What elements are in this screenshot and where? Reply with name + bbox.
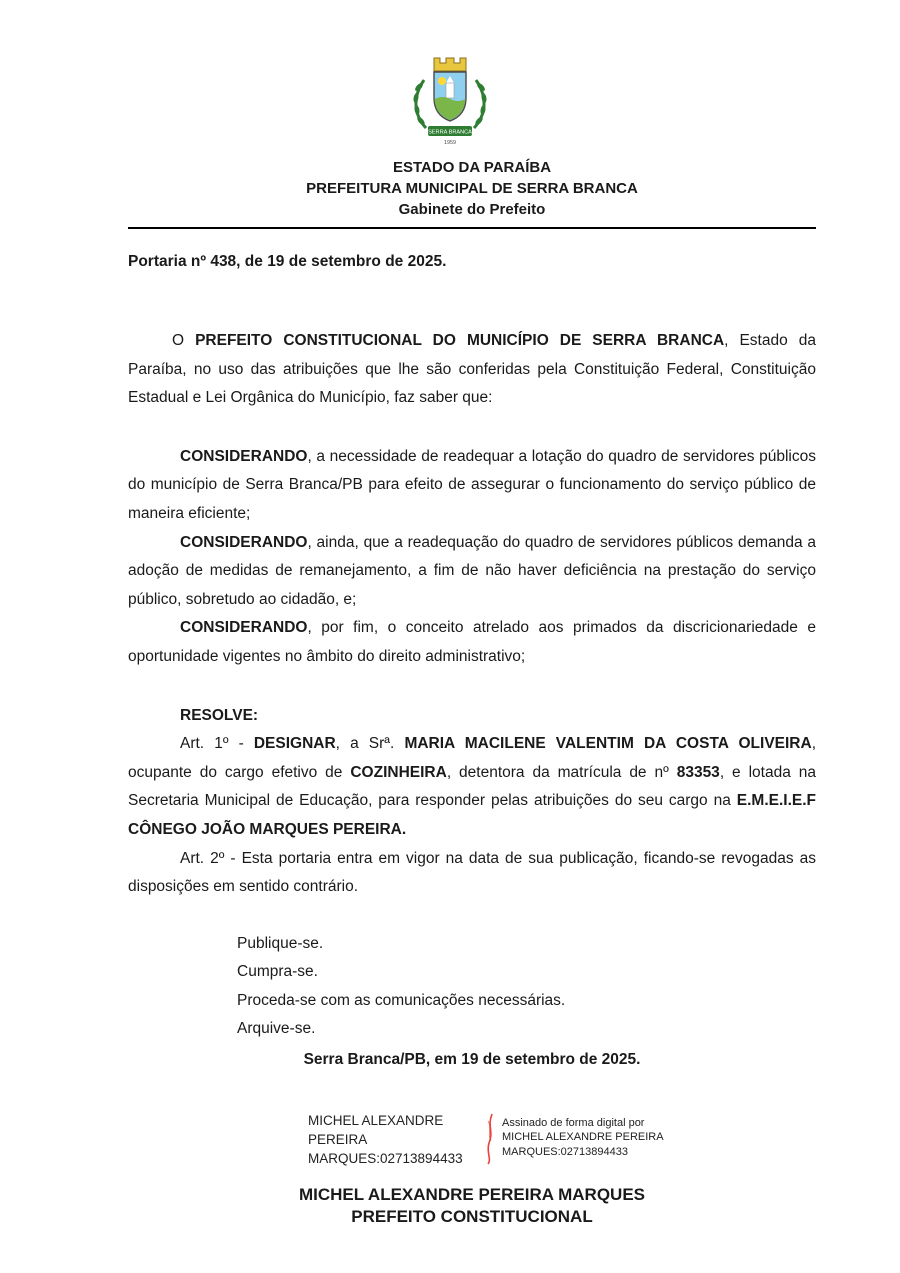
article-1-paragraph (128, 730, 816, 844)
preamble-seg-1: O (172, 332, 196, 349)
considerando-3-paragraph (128, 614, 816, 671)
header-divider (128, 227, 816, 229)
art1-seg-1: Art. 1º - (180, 735, 254, 753)
signature-flourish-icon (480, 1111, 498, 1172)
certificate-line-2: PEREIRA (308, 1131, 368, 1147)
crest-year-text: 1959 (444, 140, 456, 146)
art1-seg-7: , detentora da matrícula de nº (446, 763, 677, 781)
signature-certificate-name (308, 1111, 478, 1168)
preamble-seg-3: , Estado da Paraíba, no uso das atribuições que lhe são conferidas pela Constituição Federal, Constituição Estadual e Lei Orgânica do Município, faz saber que: (128, 332, 816, 407)
closing-line-publique: Publique-se. (237, 934, 324, 952)
art1-seg-4: MARIA MACILENE VALENTIM DA COSTA OLIVEIRA (404, 735, 812, 753)
preamble-paragraph (128, 327, 816, 413)
digital-note-line-1: Assinado de forma digital por (502, 1116, 645, 1129)
art1-seg-2: DESIGNAR (253, 735, 336, 753)
considerando-1-keyword: CONSIDERANDO (180, 447, 308, 465)
closing-line-cumpra: Cumpra-se. (237, 963, 318, 981)
digital-signature-block (308, 1111, 816, 1172)
considerando-1-paragraph (128, 443, 816, 529)
resolve-heading: RESOLVE: (180, 706, 259, 724)
crest-banner-text: SERRA BRANCA (428, 129, 472, 136)
digital-note-line-2: MICHEL ALEXANDRE PEREIRA (502, 1131, 664, 1144)
considerando-2-keyword: CONSIDERANDO (180, 533, 308, 551)
art1-seg-9: , e lotada na Secretaria Municipal de Educação, para responder pelas atribuições do seu cargo na (128, 763, 816, 810)
art1-seg-10: E.M.E.I.E.F CÔNEGO JOÃO MARQUES PEREIRA. (128, 792, 816, 838)
signatory-name: MICHEL ALEXANDRE PEREIRA MARQUES (298, 1184, 645, 1204)
document-content (128, 157, 816, 1228)
preamble-seg-2: PREFEITO CONSTITUCIONAL DO MUNICÍPIO DE SERRA BRANCA (195, 332, 725, 349)
considerando-2-text: , ainda, que a readequação do quadro de servidores públicos demanda a adoção de medidas de remanejamento, a fim de não haver deficiência na prestação do serviço público, sobretudo ao cidadão, e; (128, 533, 816, 608)
place-date-line: Serra Branca/PB, em 19 de setembro de 2025. (303, 1051, 641, 1069)
signature-digital-note (502, 1111, 664, 1160)
digital-note-line-3: MARQUES:02713894433 (502, 1145, 628, 1158)
closing-line-proceda: Proceda-se com as comunicações necessárias. (237, 991, 566, 1009)
article-2-paragraph: Art. 2º - Esta portaria entra em vigor na data de sua publicação, ficando-se revogadas as disposições em sentido contrário. (128, 849, 816, 896)
considerando-2-paragraph (128, 529, 816, 615)
art1-seg-5: , ocupante do cargo efetivo de (128, 735, 816, 781)
considerando-3-text: , por fim, o conceito atrelado aos primados da discricionariedade e oportunidade vigentes no âmbito do direito administrativo; (128, 619, 816, 665)
header-office: Gabinete do Prefeito (398, 201, 546, 218)
header-state: ESTADO DA PARAÍBA (392, 159, 552, 176)
certificate-line-3: MARQUES:02713894433 (308, 1150, 463, 1166)
coat-of-arms (408, 52, 492, 146)
portaria-title: Portaria nº 438, de 19 de setembro de 2025. (128, 253, 447, 270)
art1-seg-6: COZINHEIRA (350, 763, 447, 781)
closing-block (128, 930, 816, 1044)
art1-seg-3: , a Srª. (335, 735, 405, 753)
signatory-block (128, 1184, 816, 1228)
header-municipality: PREFEITURA MUNICIPAL DE SERRA BRANCA (306, 180, 638, 197)
certificate-line-1: MICHEL ALEXANDRE (308, 1112, 444, 1128)
considerando-3-keyword: CONSIDERANDO (180, 619, 308, 637)
considerando-1-text: , a necessidade de readequar a lotação do quadro de servidores públicos do município de Serra Branca/PB para efeito de assegurar o funcionamento do serviço público de maneira eficiente; (128, 447, 816, 522)
closing-line-arquive: Arquive-se. (237, 1020, 316, 1038)
art1-seg-8: 83353 (676, 763, 720, 781)
crest-container (0, 0, 900, 151)
signatory-role: PREFEITO CONSTITUCIONAL (351, 1206, 593, 1226)
